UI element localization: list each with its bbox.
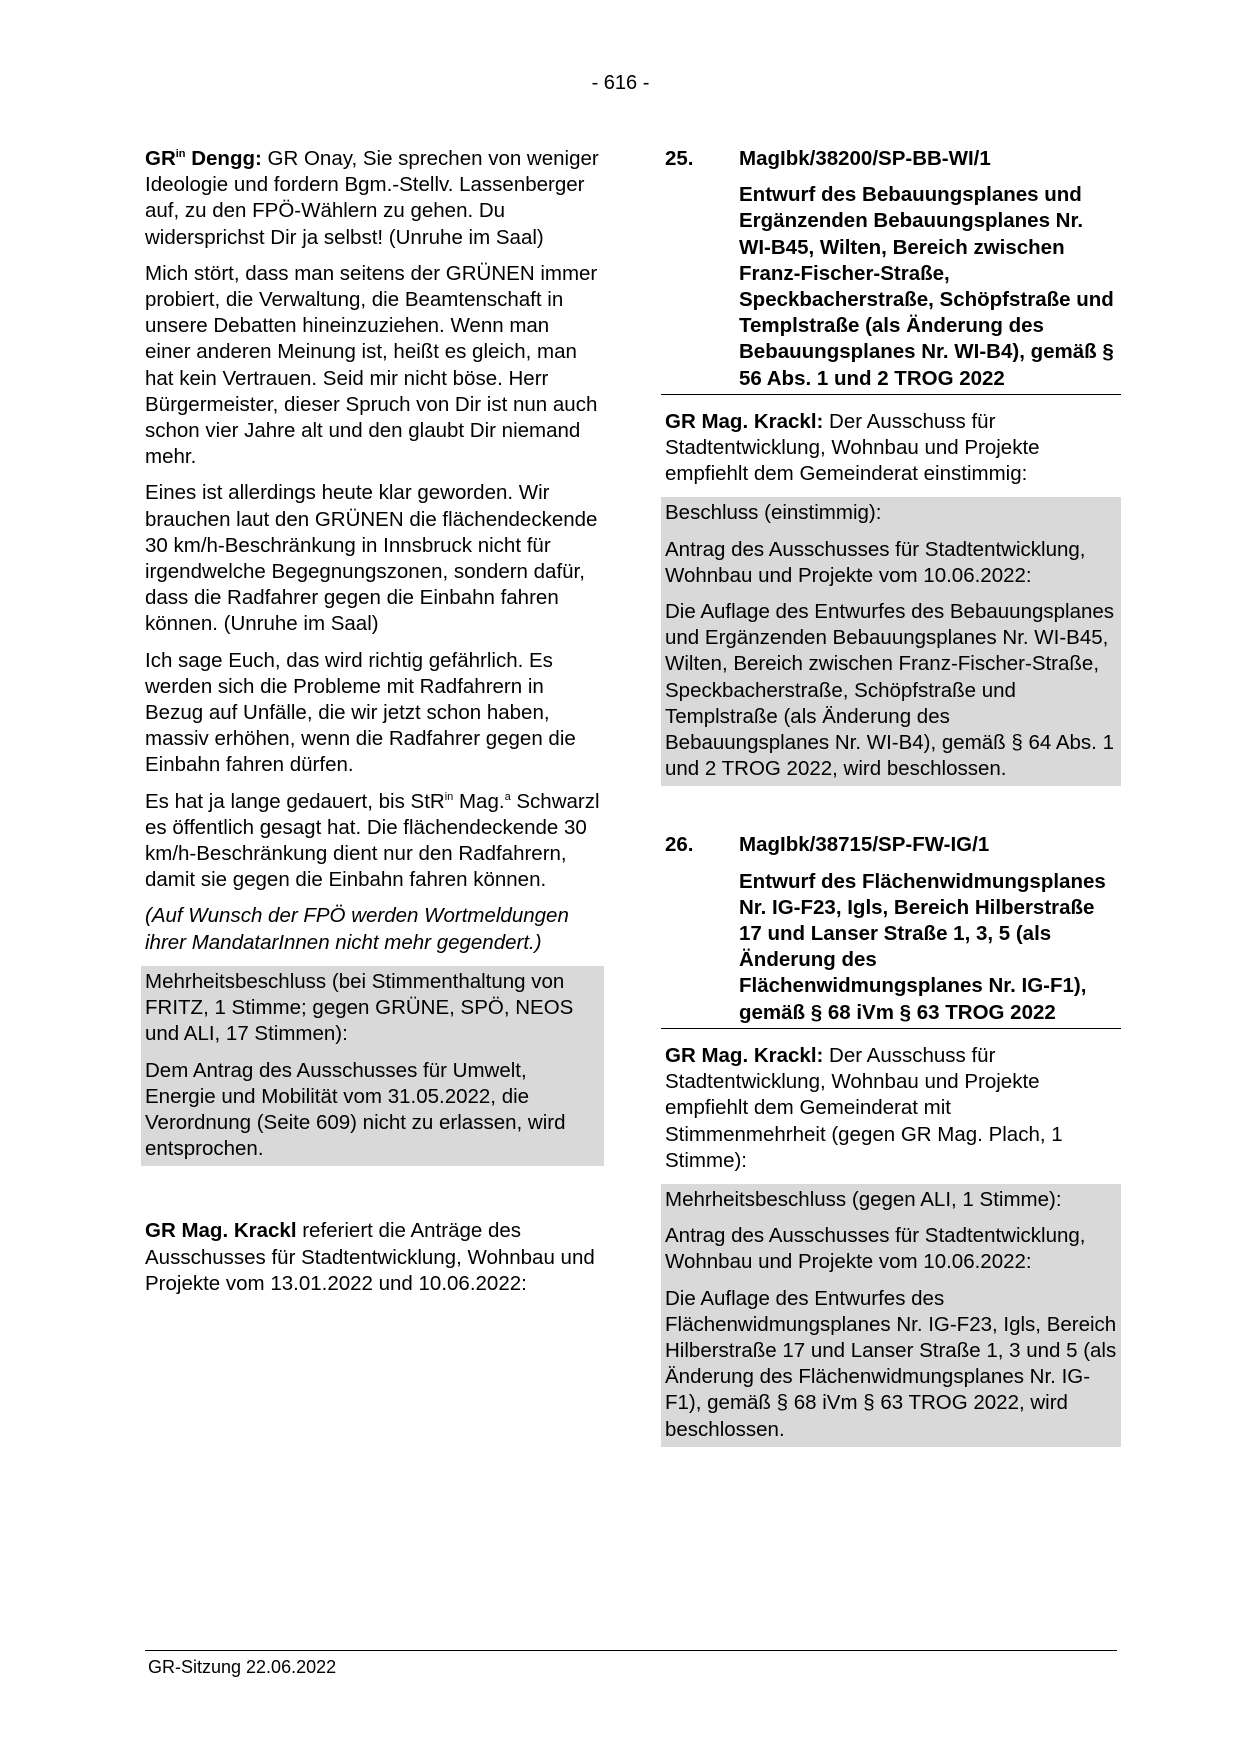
resolution-motion: Antrag des Ausschusses für Stadtentwicklung, Wohnbau und Projekte vom 10.06.2022:	[665, 1224, 1086, 1274]
resolution-box	[141, 966, 604, 1166]
committee-recommendation: GR Mag. Krackl: Der Ausschuss für Stadtentwicklung, Wohnbau und Projekte empfiehlt dem Gemeinderat einstimmig:	[665, 409, 1040, 486]
resolution-box	[661, 1184, 1121, 1447]
agenda-item-26-header	[665, 832, 1117, 858]
resolution-vote: Beschluss (einstimmig):	[665, 501, 882, 525]
page-number: - 616 -	[591, 72, 650, 94]
resolution-vote: Mehrheitsbeschluss (bei Stimmenthaltung von FRITZ, 1 Stimme; gegen GRÜNE, SPÖ, NEOS und ALI, 17 Stimmen):	[145, 969, 574, 1046]
footer-session-date: GR-Sitzung 22.06.2022	[148, 1657, 337, 1677]
speaker-label: $GR^{in}$ Dengg:	[145, 147, 262, 170]
resolution-motion: Antrag des Ausschusses für Stadtentwicklung, Wohnbau und Projekte vom 10.06.2022:	[665, 537, 1086, 587]
agenda-item-title: Entwurf des Bebauungsplanes und Ergänzenden Bebauungsplanes Nr. WI-B45, Wilten, Bereich zwischen Franz-Fischer-Straße, Speckbacherstraße, Schöpfstraße und Templstraße (als Änderung des Bebauungsplanes Nr. WI-B4), gemäß § 56 Abs. 1 und 2 TROG 2022	[739, 183, 1114, 390]
speech-paragraph: Es hat ja lange gedauert, bis StR$^{in}$ Mag.$^a$ Schwarzl es öffentlich gesagt hat. Die flächendeckende 30 km/h-Beschränkung dient nur den Radfahrern, damit sie gegen die Einbahn fahren können.	[145, 789, 600, 892]
resolution-text: Die Auflage des Entwurfes des Bebauungsplanes und Ergänzenden Bebauungsplanes Nr. WI-B45, Wilten, Bereich zwischen Franz-Fischer-Straße, Speckbacherstraße, Schöpfstraße und Templstraße (als Änderung des Bebauungsplanes Nr. WI-B4), gemäß § 64 Abs. 1 und 2 TROG 2022, wird beschlossen.	[665, 600, 1115, 781]
speech-text: GR Onay, Sie sprechen von weniger Ideologie und fordern Bgm.-Stellv. Lassenberger auf, zu den FPÖ-Wählern zu gehen. Du widersprichst Dir ja selbst! (Unruhe im Saal)	[145, 147, 599, 249]
divider	[661, 394, 1121, 395]
agenda-item-25-header	[665, 146, 1117, 172]
resolution-text: Die Auflage des Entwurfes des Flächenwidmungsplanes Nr. IG-F23, Igls, Bereich Hilberstraße 17 und Lanser Straße 1, 3 und 5 (als Änderung des Flächenwidmungsplanes Nr. IG-F1), gemäß § 68 iVm § 63 TROG 2022, wird beschlossen.	[665, 1286, 1117, 1441]
agenda-item-code: MagIbk/38200/SP-BB-WI/1	[739, 147, 991, 170]
resolution-vote: Mehrheitsbeschluss (gegen ALI, 1 Stimme):	[665, 1187, 1062, 1211]
agenda-item-number: 26.	[665, 833, 694, 857]
committee-recommendation: GR Mag. Krackl: Der Ausschuss für Stadtentwicklung, Wohnbau und Projekte empfiehlt dem Gemeinderat mit Stimmenmehrheit (gegen GR Mag. Plach, 1 Stimme):	[665, 1043, 1063, 1172]
resolution-box	[661, 497, 1121, 786]
speech-paragraph: Eines ist allerdings heute klar geworden. Wir brauchen laut den GRÜNEN die flächendeckende 30 km/h-Beschränkung in Innsbruck nicht für irgendwelche Begegnungszonen, sondern dafür, dass die Radfahrer gegen die Einbahn fahren können. (Unruhe im Saal)	[145, 481, 598, 636]
agenda-item-title: Entwurf des Flächenwidmungsplanes Nr. IG-F23, Igls, Bereich Hilberstraße 17 und Lanser Straße 1, 3, 5 (als Änderung des Flächenwidmungsplanes Nr. IG-F1), gemäß § 68 iVm § 63 TROG 2022	[739, 869, 1106, 1024]
left-column	[145, 146, 600, 1307]
agenda-item-number: 25.	[665, 147, 694, 170]
speech-paragraph: Mich stört, dass man seitens der GRÜNEN immer probiert, die Verwaltung, die Beamtenschaft in unsere Debatten hineinzuziehen. Wenn man einer anderen Meinung ist, heißt es gleich, man hat kein Vertrauen. Seid mir nicht böse. Herr Bürgermeister, dieser Spruch von Dir ist nun auch schon vier Jahre alt und den glaubt Dir niemand mehr.	[145, 261, 598, 469]
report-intro: GR Mag. Krackl referiert die Anträge des Ausschusses für Stadtentwicklung, Wohnbau und Projekte vom 13.01.2022 und 10.06.2022:	[145, 1219, 595, 1295]
editorial-note: (Auf Wunsch der FPÖ werden Wortmeldungen ihrer MandatarInnen nicht mehr gegendert.)	[145, 904, 569, 954]
divider	[661, 1028, 1121, 1029]
footer-divider	[145, 1650, 1117, 1651]
speech-dengg	[145, 146, 600, 251]
speech-paragraph: Ich sage Euch, das wird richtig gefährlich. Es werden sich die Probleme mit Radfahrern in Bezug auf Unfälle, die wir jetzt schon haben, massiv erhöhen, wenn die Radfahrer gegen die Einbahn fahren dürfen.	[145, 648, 576, 777]
agenda-item-code: MagIbk/38715/SP-FW-IG/1	[739, 833, 990, 857]
right-column	[665, 146, 1117, 1447]
resolution-text: Dem Antrag des Ausschusses für Umwelt, Energie und Mobilität vom 31.05.2022, die Verordnung (Seite 609) nicht zu erlassen, wird entsprochen.	[145, 1058, 566, 1161]
